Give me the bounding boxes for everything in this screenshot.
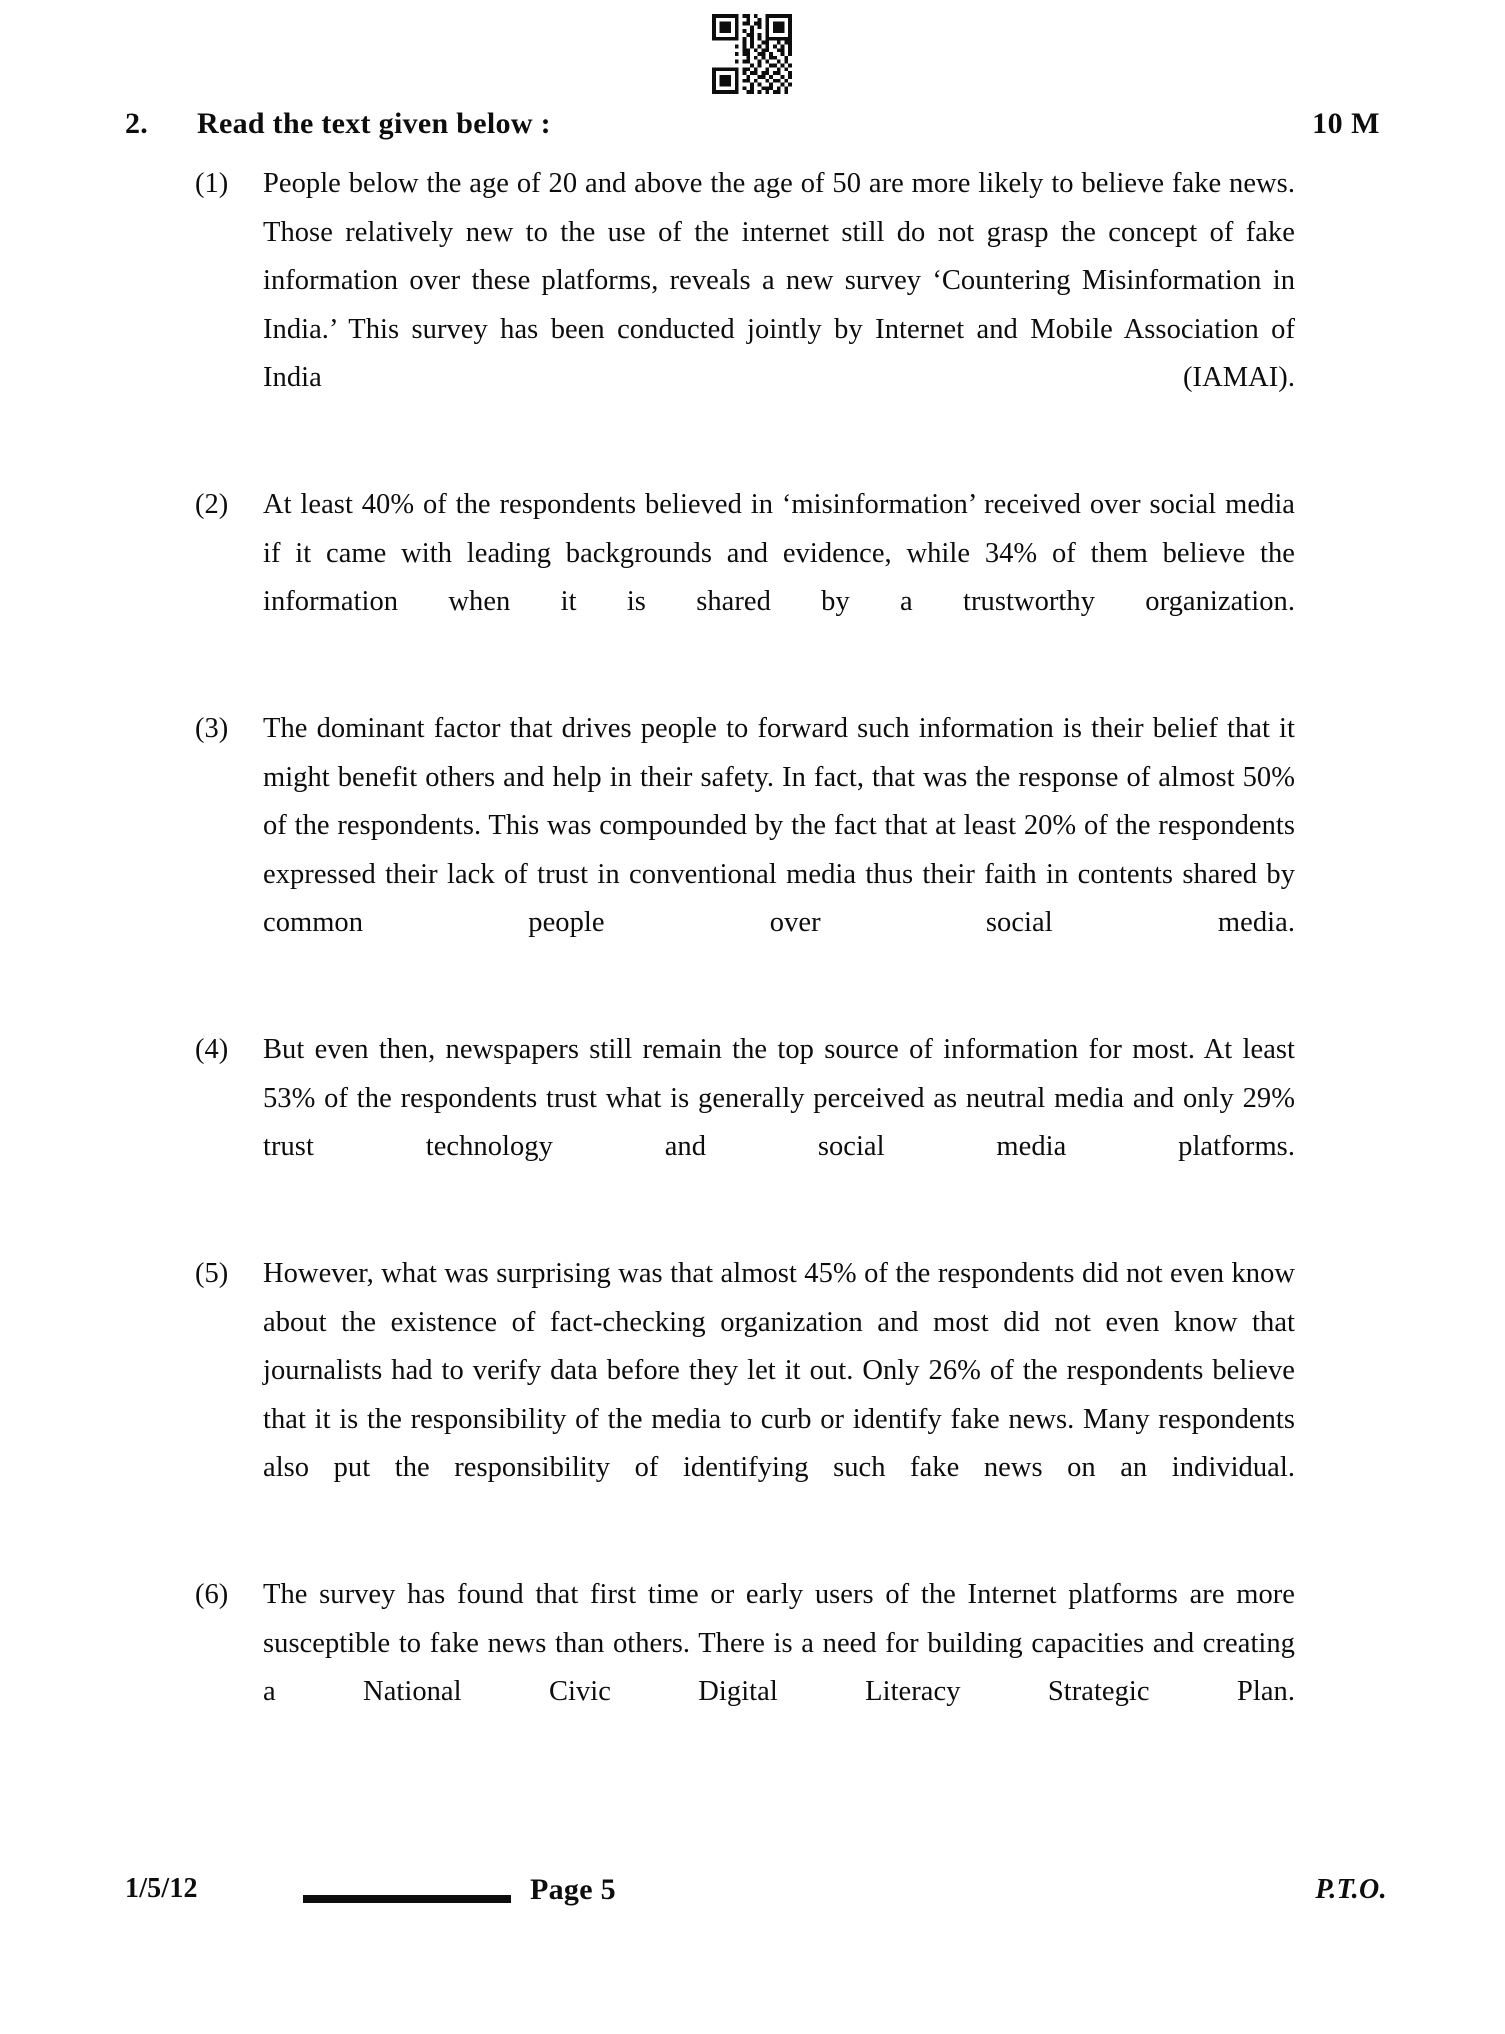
question-title: Read the text given below :: [197, 107, 551, 140]
passage-paragraph: [195, 1250, 1295, 1541]
paragraph-text: At least 40% of the respondents believed in ‘misinformation’ received over social media if it came with leading backgrounds and evidence, while 34% of them believe the information when it is shared by a trustworthy organization.: [263, 489, 1295, 617]
paragraph-text: The dominant factor that drives people to forward such information is their belief that it might benefit others and help in their safety. In fact, that was the response of almost 50% of the respondents. This was compounded by the fact that at least 20% of the respondents expressed their lack of trust in conventional media thus their faith in contents shared by common people over social media.: [263, 713, 1295, 938]
paragraph-text: However, what was surprising was that almost 45% of the respondents did not even know about the existence of fact-checking organization and most did not even know that journalists had to verify data before they let it out. Only 26% of the respondents believe that it is the responsibility of the media to curb or identify fake news. Many respondents also put the responsibility of identifying such fake news on an individual.: [263, 1258, 1295, 1483]
paper-code: 1/5/12: [125, 1873, 198, 1904]
question-number: 2.: [125, 107, 148, 140]
paragraph-label: (3): [195, 713, 229, 744]
qr-code-icon: [712, 14, 792, 94]
passage-body: [195, 160, 1295, 1795]
paragraph-text: People below the age of 20 and above the age of 50 are more likely to believe fake news. Those relatively new to the use of the internet still do not grasp the concept of fake information over these platforms, reveals a new survey ‘Countering Misinformation in India.’ This survey has been conducted jointly by Internet and Mobile Association of India (IAMAI).: [263, 168, 1295, 393]
paragraph-label: (2): [195, 489, 229, 520]
paragraph-text: But even then, newspapers still remain the top source of information for most. At least 53% of the respondents trust what is generally perceived as neutral media and only 29% trust technology and social media platforms.: [263, 1034, 1295, 1162]
page-number: Page 5: [530, 1873, 616, 1906]
paragraph-label: (1): [195, 168, 229, 199]
paragraph-label: (6): [195, 1579, 229, 1610]
footer-divider: [303, 1895, 511, 1903]
question-heading: [125, 107, 1380, 141]
paragraph-text: The survey has found that first time or early users of the Internet platforms are more susceptible to fake news than others. There is a need for building capacities and creating a National Civic Digital Literacy Strategic Plan.: [263, 1579, 1295, 1707]
question-marks: 10 M: [1312, 107, 1380, 140]
paragraph-label: (5): [195, 1258, 229, 1289]
passage-paragraph: [195, 1571, 1295, 1765]
passage-paragraph: [195, 705, 1295, 996]
page-footer: [125, 1873, 1387, 1921]
paragraph-label: (4): [195, 1034, 229, 1065]
passage-paragraph: [195, 1026, 1295, 1220]
turn-over-label: P.T.O.: [1315, 1874, 1387, 1905]
passage-paragraph: [195, 160, 1295, 451]
passage-paragraph: [195, 481, 1295, 675]
